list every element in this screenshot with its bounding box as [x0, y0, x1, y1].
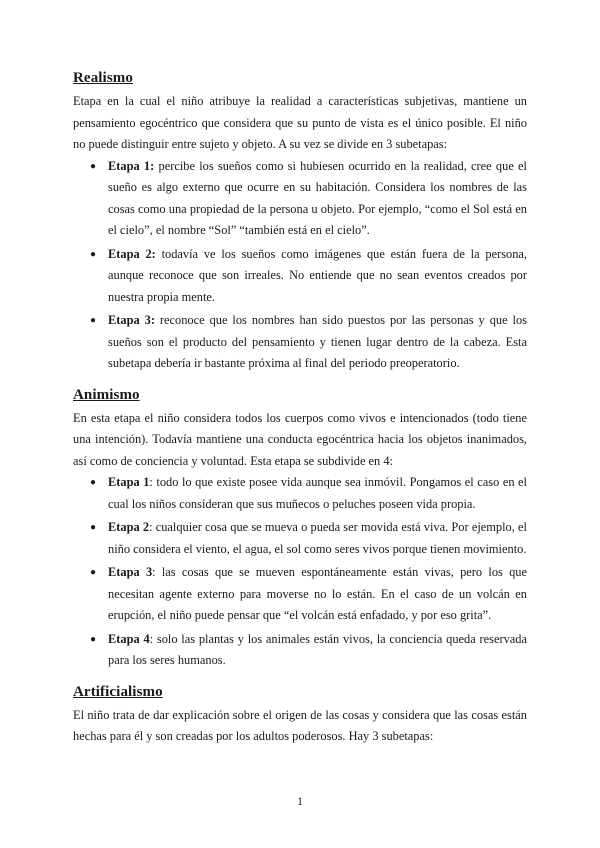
- list-item: [73, 562, 527, 627]
- list-item: [73, 244, 527, 309]
- list-item: [73, 629, 527, 672]
- list-item: [73, 156, 527, 242]
- section-animismo: [73, 387, 527, 672]
- section-heading: Artificialismo: [73, 683, 163, 700]
- bullet-icon: ●: [90, 522, 97, 533]
- bullet-icon: ●: [90, 567, 97, 578]
- stage-list: [73, 156, 527, 375]
- bullet-icon: ●: [90, 160, 97, 172]
- stage-label: Etapa 4: [108, 631, 150, 646]
- list-item: [73, 472, 527, 515]
- stage-text: todavía ve los sueños como imágenes que están fuera de la persona, aunque reconoce que son irreales. No entiende que no sean eventos creados por nuestra propia mente.: [108, 246, 527, 304]
- stage-text: : todo lo que existe posee vida aunque sea inmóvil. Pongamos el caso en el cual los niños consideran que sus muñecos o peluches poseen vida propia.: [108, 475, 527, 511]
- list-item: [73, 517, 527, 560]
- stage-label: Etapa 2: [108, 520, 150, 534]
- stage-text: : solo las plantas y los animales están vivos, la conciencia queda reservada para los seres humanos.: [108, 631, 527, 667]
- stage-text: reconoce que los nombres han sido puestos por las personas y que los sueños son el producto del pensamiento y tienen lugar dentro de la cabeza. Esta subetapa debería ir bastante próxima al final del periodo preoperatorio.: [108, 313, 527, 370]
- stage-text: : las cosas que se mueven espontáneamente están vivas, pero los que necesitan agente externo para moverse no lo están. En el caso de un volcán en erupción, el niño puede pensar que “el volcán está enfadado, y por eso grita”.: [108, 565, 527, 622]
- stage-label: Etapa 3:: [108, 313, 155, 327]
- section-intro: El niño trata de dar explicación sobre el origen de las cosas y considera que las cosas están hechas para él y son creadas por los adultos poderosos. Hay 3 subetapas:: [73, 707, 527, 743]
- stage-label: Etapa 3: [108, 565, 153, 579]
- bullet-icon: ●: [90, 633, 97, 645]
- bullet-icon: ●: [90, 477, 97, 488]
- document-page: [73, 70, 527, 760]
- stage-label: Etapa 1:: [108, 158, 155, 173]
- bullet-icon: ●: [90, 248, 97, 260]
- page-number: 1: [297, 794, 303, 808]
- section-intro: Etapa en la cual el niño atribuye la realidad a características subjetivas, mantiene un pensamiento egocéntrico que considera que su punto de vista es el único posible. El niño no puede distinguir entre sujeto y objeto. A su vez se divide en 3 subetapas:: [73, 94, 527, 151]
- list-item: [73, 310, 527, 375]
- stage-list: [73, 472, 527, 672]
- section-artificialismo: [73, 684, 527, 748]
- section-heading: Animismo: [73, 386, 140, 403]
- stage-text: percibe los sueños como si hubiesen ocurrido en la realidad, cree que el sueño es algo externo que ocurre en su habitación. Considera los nombres de las cosas como una propiedad de la persona u objeto. Por ejemplo, “como el Sol está en el cielo”, el nombre “Sol” “también está en el cielo”.: [108, 158, 528, 237]
- stage-label: Etapa 1: [108, 475, 150, 489]
- stage-label: Etapa 2:: [108, 246, 156, 261]
- stage-text: : cualquier cosa que se mueva o pueda ser movida está viva. Por ejemplo, el niño considera el viento, el agua, el sol como seres vivos porque tienen movimiento.: [108, 520, 527, 556]
- section-heading: Realismo: [73, 70, 133, 86]
- bullet-icon: ●: [90, 315, 97, 326]
- section-realismo: [73, 70, 527, 375]
- section-intro: En esta etapa el niño considera todos los cuerpos como vivos e intencionados (todo tiene una intención). Todavía mantiene una conducta egocéntrica hacia los objetos inanimados, así como de conciencia y voluntad. Esta etapa se subdivide en 4:: [73, 410, 527, 468]
